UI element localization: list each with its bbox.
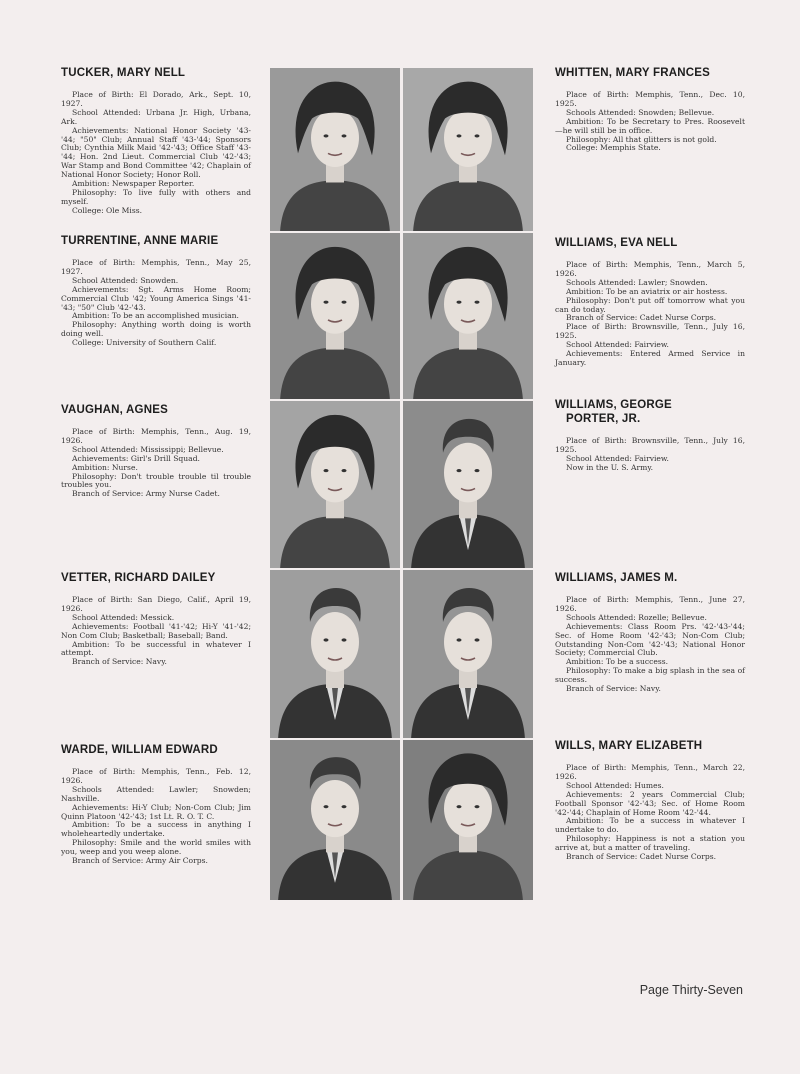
bio-line: School Attended: Snowden. — [72, 275, 179, 285]
bio-line: Ambition: Newspaper Reporter. — [72, 179, 195, 189]
bio-line: School Attended: Urbana Jr. High, Urbana, Ark. — [61, 107, 251, 126]
bio-line: Place of Birth: Memphis, Tenn., May 25, 1927. — [61, 258, 251, 276]
student-bio — [61, 768, 251, 866]
student-bio — [555, 261, 745, 368]
bio-line: Philosophy: Happiness is not a station you arrive at, but a matter of traveling. — [555, 834, 745, 853]
entry-warde-william-edward — [61, 743, 251, 866]
portrait-photo-wills — [403, 740, 533, 900]
bio-line: Schools Attended: Lawler; Snowden. — [566, 277, 708, 287]
entry-williams-eva-nell — [555, 236, 745, 368]
portrait-photo-tucker — [270, 68, 400, 231]
student-name — [555, 398, 745, 426]
student-bio — [61, 596, 251, 667]
bio-line: Achievements: Girl's Drill Squad. — [72, 453, 200, 463]
bio-line: Place of Birth: Memphis, Tenn., Aug. 19, 1926. — [61, 427, 251, 445]
student-name: TURRENTINE, ANNE MARIE — [61, 235, 219, 247]
entry-wills-mary-elizabeth — [555, 739, 745, 862]
bio-line: Place of Birth: El Dorado, Ark., Sept. 10, 1927. — [61, 90, 251, 108]
bio-line: School Attended: Fairview. — [566, 340, 669, 350]
bio-line: Branch of Service: Army Nurse Cadet. — [72, 489, 220, 499]
bio-line: School Attended: Mississippi; Bellevue. — [72, 444, 224, 454]
student-name: VETTER, RICHARD DAILEY — [61, 572, 216, 584]
student-name-line1: WILLIAMS, GEORGE — [555, 399, 672, 411]
bio-line: Schools Attended: Snowden; Bellevue. — [566, 107, 715, 117]
bio-line: Ambition: To be Secretary to Pres. Roosevelt—he will still be in office. — [555, 116, 745, 135]
bio-line: Achievements: Class Room Prs. '42-'43-'44; Sec. of Home Room '42-'43; Non-Com Club; Outstanding Non-Com '42-'43; National Honor Society; Commercial Club. — [555, 621, 745, 658]
bio-line: Schools Attended: Rozelle; Bellevue. — [566, 612, 707, 622]
bio-line: Place of Birth: Memphis, Tenn., June 27, 1926. — [555, 595, 745, 613]
bio-line: Branch of Service: Army Air Corps. — [72, 856, 208, 866]
portrait-photo-williams-george — [403, 401, 533, 568]
entry-vaughan-agnes — [61, 403, 251, 499]
bio-line: School Attended: Messick. — [72, 612, 175, 622]
bio-line: Ambition: To be successful in whatever I attempt. — [61, 639, 251, 658]
entry-williams-james-m — [555, 571, 745, 694]
bio-line: Now in the U. S. Army. — [566, 462, 654, 472]
student-name: WHITTEN, MARY FRANCES — [555, 67, 710, 79]
portrait-photo-williams-eva — [403, 233, 533, 399]
portrait-photo-williams-james — [403, 570, 533, 738]
bio-line: Philosophy: Don't trouble trouble til trouble troubles you. — [61, 471, 251, 490]
student-bio — [555, 596, 745, 694]
bio-line: Philosophy: Don't put off tomorrow what you can do today. — [555, 295, 745, 314]
bio-line: Achievements: 2 years Commercial Club; Football Sponsor '42-'43; Sec. of Home Room '42-'44; Chaplain of Home Room '42-'44. — [555, 789, 745, 817]
bio-line: Achievements: Football '41-'42; Hi-Y '41-'42; Non Com Club; Basketball; Baseball; Band. — [61, 621, 251, 640]
bio-line: Ambition: To be a success in whatever I undertake to do. — [555, 816, 745, 835]
bio-line: Achievements: Sgt. Arms Home Room; Commercial Club '42; Young America Sings '41-'43; "50" Club '42-'43. — [61, 284, 251, 312]
bio-line: Ambition: To be an accomplished musician. — [72, 311, 239, 321]
student-bio — [61, 91, 251, 216]
student-name: VAUGHAN, AGNES — [61, 404, 168, 416]
page-number: Page Thirty-Seven — [639, 983, 743, 997]
entry-vetter-richard-dailey — [61, 571, 251, 667]
bio-line: Branch of Service: Cadet Nurse Corps. — [566, 852, 717, 862]
bio-line: School Attended: Fairview. — [566, 453, 669, 463]
bio-line: Place of Birth: San Diego, Calif., April 19, 1926. — [61, 595, 251, 613]
bio-line: Schools Attended: Lawler; Snowden; Nashville. — [61, 784, 251, 803]
bio-line: Philosophy: To live fully with others and myself. — [61, 187, 251, 206]
student-name: TUCKER, MARY NELL — [61, 67, 186, 79]
bio-line: Ambition: To be a success in anything I wholeheartedly undertake. — [61, 820, 251, 839]
bio-line: Place of Birth: Memphis, Tenn., Dec. 10, 1925. — [555, 90, 745, 108]
student-bio — [61, 428, 251, 499]
bio-line: Branch of Service: Navy. — [566, 684, 661, 694]
bio-line: Place of Birth: Memphis, Tenn., March 22, 1926. — [555, 763, 745, 781]
bio-line: Philosophy: All that glitters is not gold. — [566, 134, 717, 144]
student-bio — [555, 91, 745, 153]
student-bio — [61, 259, 251, 348]
entry-tucker-mary-nell — [61, 66, 251, 216]
portrait-photo-vetter — [270, 570, 400, 738]
bio-line: College: Memphis State. — [566, 143, 661, 153]
bio-line: Philosophy: To make a big splash in the sea of success. — [555, 666, 745, 685]
bio-line: Place of Birth: Memphis, Tenn., March 5, 1926. — [555, 260, 745, 278]
bio-line: Branch of Service: Cadet Nurse Corps. — [566, 313, 717, 323]
bio-line: Ambition: To be an aviatrix or air hostess. — [566, 286, 728, 296]
student-name: WILLS, MARY ELIZABETH — [555, 740, 703, 752]
student-name: WARDE, WILLIAM EDWARD — [61, 744, 218, 756]
bio-line: Ambition: Nurse. — [72, 462, 138, 472]
portrait-photo-vaughan — [270, 401, 400, 568]
student-name-line2: PORTER, JR. — [566, 413, 641, 425]
student-bio — [555, 437, 745, 473]
portrait-photo-whitten — [403, 68, 533, 231]
bio-line: Achievements: Entered Armed Service in January. — [555, 349, 745, 367]
entry-turrentine-anne-marie — [61, 234, 251, 348]
bio-line: Branch of Service: Navy. — [72, 657, 167, 667]
entry-whitten-mary-frances — [555, 66, 745, 153]
bio-line: Philosophy: Smile and the world smiles with you, weep and you weep alone. — [61, 838, 251, 857]
bio-line: Philosophy: Anything worth doing is worth doing well. — [61, 320, 251, 339]
bio-line: Ambition: To be a success. — [566, 657, 669, 667]
bio-line: Achievements: Hi-Y Club; Non-Com Club; Jim Quinn Platoon '42-'43; 1st Lt. R. O. T. C. — [61, 802, 251, 821]
portrait-photo-turrentine — [270, 233, 400, 399]
student-bio — [555, 764, 745, 862]
bio-line: School Attended: Humes. — [566, 780, 664, 790]
bio-line: College: Ole Miss. — [72, 205, 143, 215]
portrait-photo-warde — [270, 740, 400, 900]
entry-williams-george-porter — [555, 398, 745, 473]
bio-line: Achievements: National Honor Society '43-'44; "50" Club; Annual Staff '43-'44; Sponsors Club; Cynthia Milk Maid '42-'43; Office Staff '43-'44; Hon. 2nd Lieut. Commercial Club '42-'43; War Stamp and Bond Committee '42; Chaplain of National Honor Society; Honor Roll. — [61, 125, 251, 180]
bio-line: College: University of Southern Calif. — [72, 338, 217, 348]
student-name: WILLIAMS, JAMES M. — [555, 572, 678, 584]
student-name: WILLIAMS, EVA NELL — [555, 237, 678, 249]
bio-line: Place of Birth: Memphis, Tenn., Feb. 12, 1926. — [61, 767, 251, 785]
bio-line: Place of Birth: Brownsville, Tenn., July 16, 1925. — [555, 436, 745, 454]
bio-line: Place of Birth: Brownsville, Tenn., July 16, 1925. — [555, 322, 745, 341]
